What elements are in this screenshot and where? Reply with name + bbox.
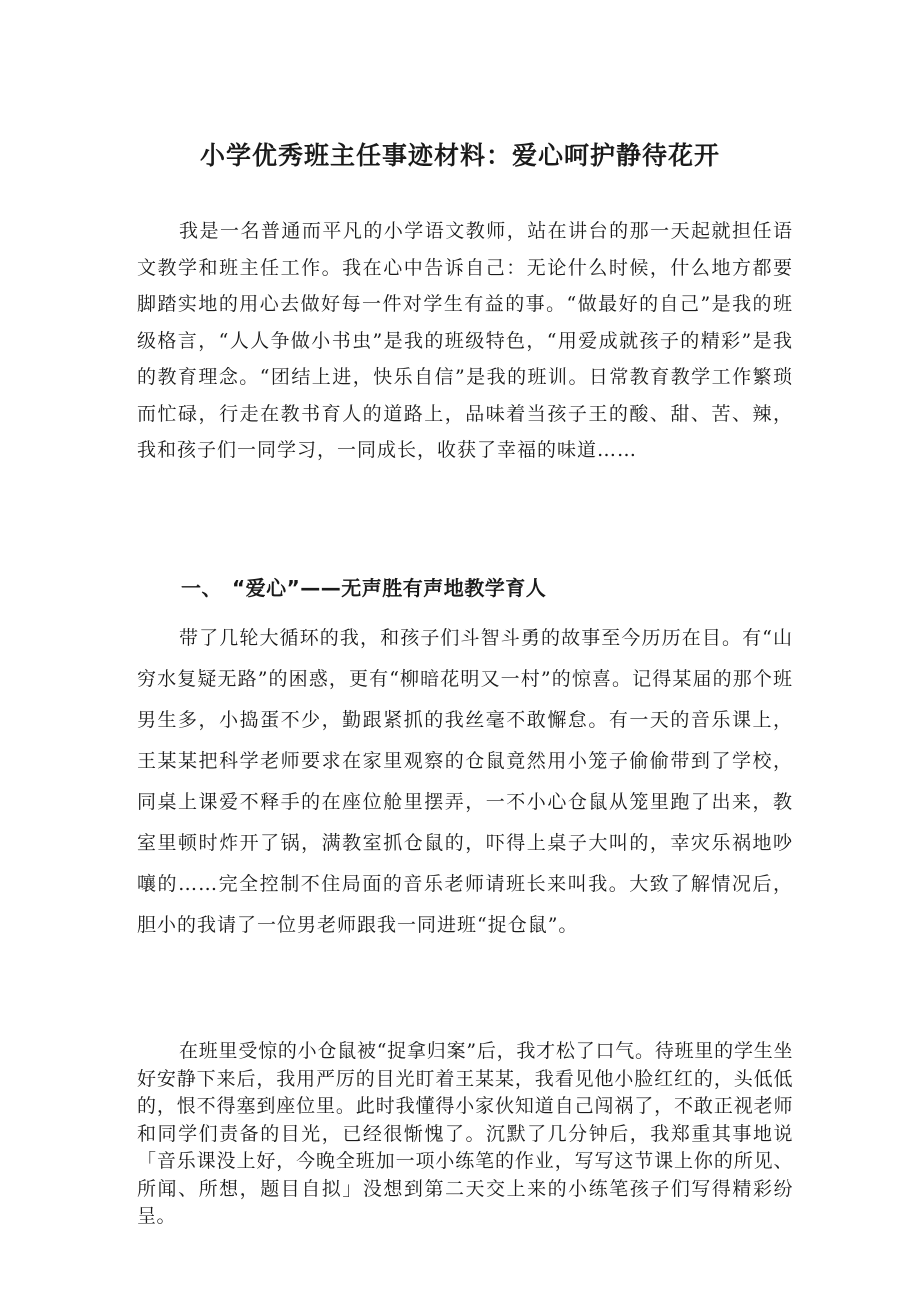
section-number: 一、	[181, 576, 222, 600]
intro-paragraph: 我是一名普通而平凡的小学语文教师，站在讲台的那一天起就担任语文教学和班主任工作。我在心中告诉自己：无论什么时候，什么地方都要脚踏实地的用心去做好每一件对学生有益的事。“做最好的自己”是我的班级格言，“人人争做小书虫”是我的班级特色，“用爱成就孩子的精彩”是我的教育理念。“团结上进，快乐自信”是我的班训。日常教育教学工作繁琐而忙碌，行走在教书育人的道路上，品味着当孩子王的酸、甜、苦、辣，我和孩子们一同学习，一同成长，收获了幸福的味道……	[137, 220, 793, 461]
section-title: “爱心”——无声胜有声地教学育人	[232, 576, 547, 600]
document-title: 小学优秀班主任事迹材料：爱心呵护静待花开	[199, 141, 720, 170]
section-heading	[181, 570, 556, 606]
body-paragraph: 带了几轮大循环的我，和孩子们斗智斗勇的故事至今历历在目。有“山穷水复疑无路”的困惑，更有“柳暗花明又一村”的惊喜。记得某届的那个班男生多，小捣蛋不少，勤跟紧抓的我丝毫不敢懈怠。有一天的音乐课上，王某某把科学老师要求在家里观察的仓鼠竟然用小笼子偷偷带到了学校，同桌上课爱不释手的在座位舱里摆弄，一不小心仓鼠从笼里跑了出来，教室里顿时炸开了锅，满教室抓仓鼠的，吓得上桌子大叫的，幸灾乐祸地吵嚷的……完全控制不住局面的音乐老师请班长来叫我。大致了解情况后，胆小的我请了一位男老师跟我一同进班“捉仓鼠”。	[137, 627, 793, 936]
body-paragraph: 在班里受惊的小仓鼠被“捉拿归案”后，我才松了口气。待班里的学生坐好安静下来后，我用严厉的目光盯着王某某，我看见他小脸红红的，头低低的，恨不得塞到座位里。此时我懂得小家伙知道自己闯祸了，不敢正视老师和同学们责备的目光，已经很惭愧了。沉默了几分钟后，我郑重其事地说「音乐课没上好，今晚全班加一项小练笔的作业，写写这节课上你的所见、所闻、所想，题目自拟」没想到第二天交上来的小练笔孩子们写得精彩纷呈。	[137, 1040, 793, 1227]
